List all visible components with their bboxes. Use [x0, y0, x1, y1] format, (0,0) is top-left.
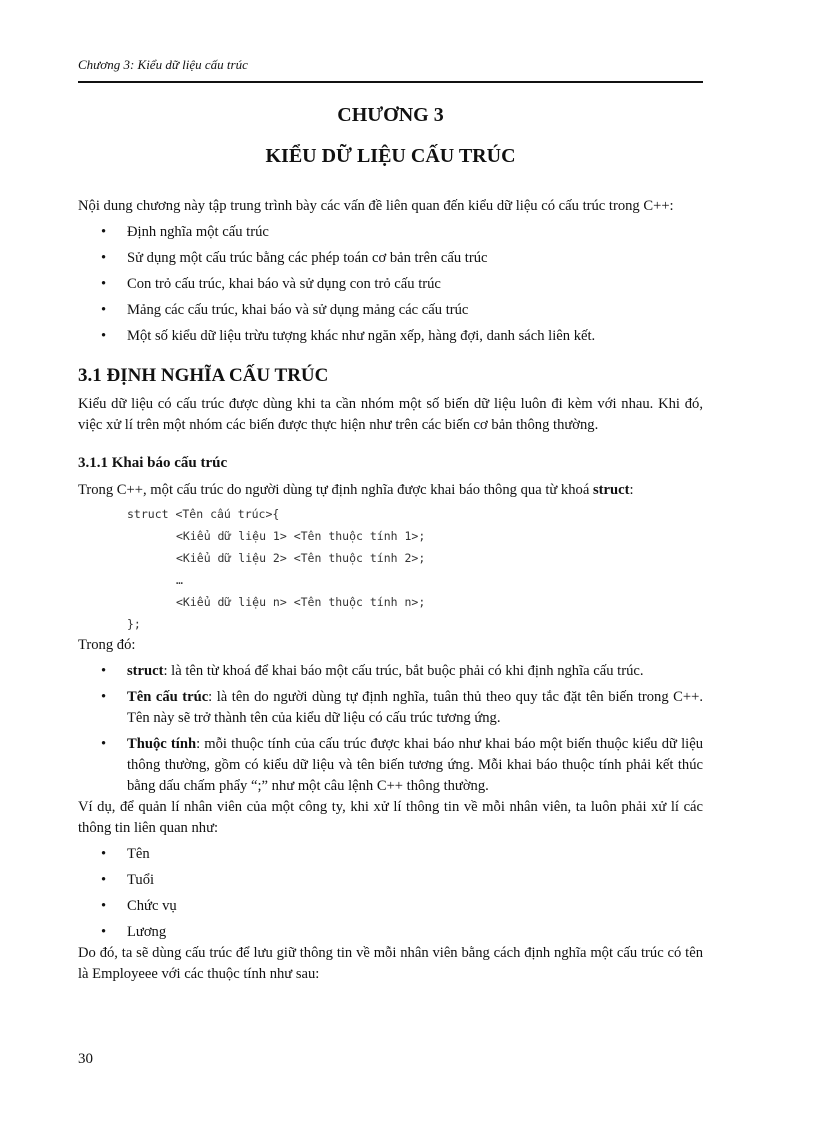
list-item: • Chức vụ [78, 896, 703, 917]
code-line: <Kiểu dữ liệu 2> <Tên thuộc tính 2>; [176, 551, 426, 565]
section-title: 3.1 ĐỊNH NGHĨA CẤU TRÚC [78, 365, 329, 386]
definition-list [78, 661, 703, 797]
section-paragraph: Kiểu dữ liệu có cấu trúc được dùng khi ta cần nhóm một số biến dữ liệu luôn đi kèm với nhau. Khi đó, việc xử lí trên một nhóm các biến được thực hiện như trên các biến cơ bản thông thường. [78, 396, 703, 433]
intro-bullet-list [78, 222, 703, 347]
code-line: … [176, 573, 183, 587]
list-item: • Tên [78, 844, 703, 865]
list-item: • Tuổi [78, 870, 703, 891]
code-line: <Kiểu dữ liệu 1> <Tên thuộc tính 1>; [176, 529, 426, 543]
subsection-intro-end: : [629, 482, 634, 498]
list-item: • Mảng các cấu trúc, khai báo và sử dụng mảng các cấu trúc [78, 300, 703, 321]
running-header: Chương 3: Kiểu dữ liệu cấu trúc [78, 57, 248, 72]
list-item: • Định nghĩa một cấu trúc [78, 222, 703, 243]
definition-item [78, 687, 703, 729]
subsection-intro [78, 480, 703, 501]
document-body [78, 196, 703, 985]
intro-paragraph: Nội dung chương này tập trung trình bày các vấn đề liên quan đến kiểu dữ liệu có cấu trúc trong C++: [78, 198, 674, 214]
list-item: • Con trỏ cấu trúc, khai báo và sử dụng con trỏ cấu trúc [78, 274, 703, 295]
definition-term: struct [127, 663, 164, 679]
definition-item [78, 661, 703, 682]
subsection-title: 3.1.1 Khai báo cấu trúc [78, 455, 228, 471]
closing-paragraph: Do đó, ta sẽ dùng cấu trúc để lưu giữ thông tin về mỗi nhân viên bằng cách định nghĩa một cấu trúc có tên là Employeee với các thuộc tính như sau: [78, 945, 703, 982]
code-block [78, 503, 703, 635]
example-list [78, 844, 703, 943]
chapter-title: KIỂU DỮ LIỆU CẤU TRÚC [265, 145, 516, 167]
example-paragraph: Ví dụ, để quản lí nhân viên của một công ty, khi xử lí thông tin về mỗi nhân viên, ta luôn phải xử lí các thông tin liên quan như: [78, 799, 703, 836]
code-line: }; [127, 617, 141, 631]
chapter-number: CHƯƠNG 3 [337, 104, 444, 126]
subsection-intro-text: Trong C++, một cấu trúc do người dùng tự định nghĩa được khai báo thông qua từ khoá [78, 482, 593, 498]
definition-term: Tên cấu trúc [127, 689, 209, 705]
definition-text: : mỗi thuộc tính của cấu trúc được khai báo như khai báo một biến thuộc kiểu dữ liệu thông thường, gồm có kiểu dữ liệu và tên biến tương ứng. Mỗi khai báo thuộc tính phải kết thúc bằng dấu chấm phẩy “;” như một câu lệnh C++ thông thường. [127, 736, 703, 794]
definition-item [78, 734, 703, 797]
where-label: Trong đó: [78, 637, 136, 653]
code-line: struct <Tên cấu trúc>{ [127, 507, 280, 521]
struct-keyword: struct [592, 482, 630, 498]
list-item: • Sử dụng một cấu trúc bằng các phép toán cơ bản trên cấu trúc [78, 248, 703, 269]
definition-term: Thuộc tính [127, 736, 197, 752]
list-item: • Một số kiểu dữ liệu trừu tượng khác như ngăn xếp, hàng đợi, danh sách liên kết. [78, 326, 703, 347]
page-number: 30 [78, 1051, 93, 1067]
definition-text: : là tên từ khoá để khai báo một cấu trúc, bắt buộc phải có khi định nghĩa cấu trúc. [163, 663, 644, 679]
list-item: • Lương [78, 922, 703, 943]
definition-text: : là tên do người dùng tự định nghĩa, tuân thủ theo quy tắc đặt tên biến trong C++. Tên này sẽ trở thành tên của kiểu dữ liệu có cấu trúc tương ứng. [127, 689, 703, 726]
code-line: <Kiểu dữ liệu n> <Tên thuộc tính n>; [176, 595, 426, 609]
header-rule [78, 81, 703, 83]
